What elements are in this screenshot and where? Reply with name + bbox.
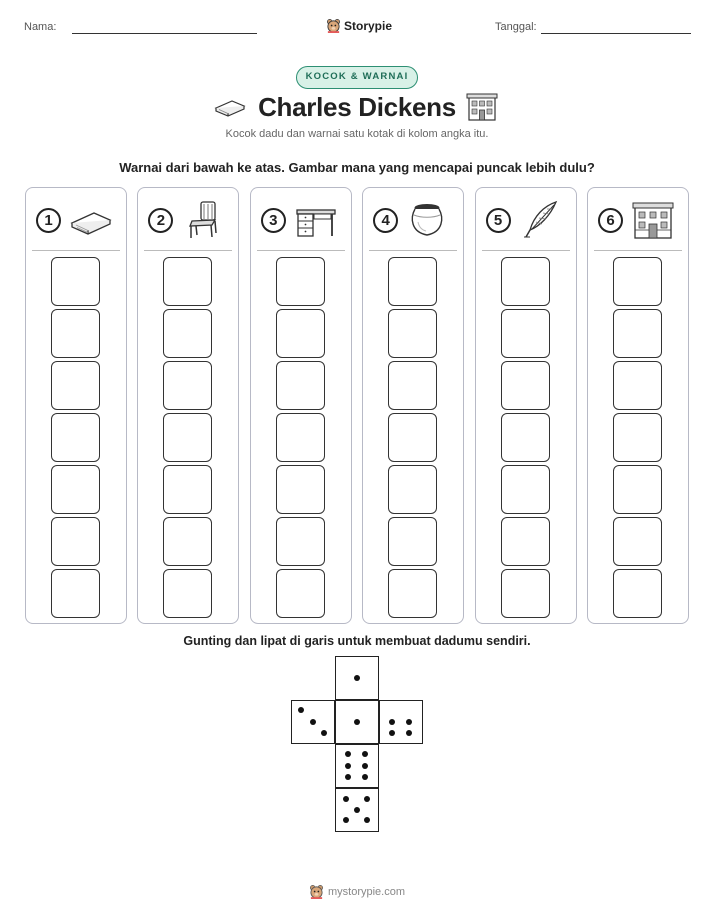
chair-icon [182,200,224,245]
color-box[interactable] [276,309,325,358]
color-box[interactable] [51,517,100,566]
footer-url: mystorypie.com [327,885,406,898]
column-divider [369,250,457,251]
inkpot-icon [407,200,449,245]
color-box[interactable] [276,361,325,410]
dice-face-lower[interactable] [335,744,379,788]
color-box[interactable] [613,361,662,410]
dice-face-left[interactable] [291,700,335,744]
dice-pip [321,730,327,736]
name-label: Nama: [24,21,57,33]
color-box[interactable] [163,517,212,566]
color-box[interactable] [501,465,550,514]
color-box[interactable] [163,361,212,410]
color-box[interactable] [613,569,662,618]
color-box[interactable] [501,413,550,462]
color-box[interactable] [613,465,662,514]
color-box[interactable] [276,413,325,462]
dice-pip [389,719,395,725]
dice-pip [362,763,368,769]
color-box[interactable] [613,309,662,358]
column-header [363,188,463,252]
color-box[interactable] [613,517,662,566]
color-box[interactable] [388,257,437,306]
activity-badge: KOCOK & WARNAI [296,66,418,89]
bear-icon [326,18,341,33]
dice-pip [362,751,368,757]
dice-pip [345,751,351,757]
building-icon [466,92,498,127]
column-divider [594,250,682,251]
color-box[interactable] [163,309,212,358]
column-divider [482,250,570,251]
footer [0,884,714,899]
column-3 [250,187,352,624]
cut-instruction: Gunting dan lipat di garis untuk membuat dadumu sendiri. [183,634,531,648]
color-box[interactable] [501,517,550,566]
color-box[interactable] [51,569,100,618]
dice-pip [345,774,351,780]
column-number: 2 [148,208,173,233]
dice-pip [406,719,412,725]
color-box[interactable] [501,257,550,306]
dice-pip [343,817,349,823]
color-box[interactable] [388,465,437,514]
dice-face-center[interactable] [335,700,379,744]
color-box[interactable] [613,257,662,306]
title-row [0,92,714,126]
column-number: 4 [373,208,398,233]
color-box[interactable] [501,361,550,410]
color-box[interactable] [388,517,437,566]
dice-pip [354,675,360,681]
color-box[interactable] [163,569,212,618]
color-box[interactable] [51,309,100,358]
dice-pip [354,807,360,813]
color-box[interactable] [276,465,325,514]
bear-icon [309,884,324,899]
page-title: Charles Dickens [258,92,456,122]
column-divider [144,250,232,251]
dice-face-bottom[interactable] [335,788,379,832]
date-label: Tanggal: [495,21,537,33]
dice-pip [345,763,351,769]
column-header [476,188,576,252]
date-line[interactable] [541,33,691,34]
color-box[interactable] [51,257,100,306]
dice-pip [389,730,395,736]
dice-pip [364,796,370,802]
color-box[interactable] [163,257,212,306]
color-box[interactable] [388,569,437,618]
column-number: 6 [598,208,623,233]
color-box[interactable] [388,309,437,358]
column-header [588,188,688,252]
dice-pip [364,817,370,823]
desk-icon [295,200,337,245]
column-header [251,188,351,252]
header-row [24,18,692,40]
color-box[interactable] [388,361,437,410]
column-2 [137,187,239,624]
color-box[interactable] [276,517,325,566]
color-box[interactable] [163,465,212,514]
dice-pip [406,730,412,736]
color-box[interactable] [51,413,100,462]
color-box[interactable] [163,413,212,462]
quill-icon [520,200,562,245]
dice-pip [343,796,349,802]
name-line[interactable] [72,33,257,34]
subtitle: Kocok dadu dan warnai satu kotak di kolom angka itu. [225,128,489,140]
dice-pip [298,707,304,713]
column-number: 1 [36,208,61,233]
column-header [26,188,126,252]
color-box[interactable] [276,257,325,306]
column-number: 3 [261,208,286,233]
color-box[interactable] [613,413,662,462]
dice-pip [310,719,316,725]
column-number: 5 [486,208,511,233]
column-header [138,188,238,252]
column-divider [32,250,120,251]
dice-face-top[interactable] [335,656,379,700]
dice-face-right[interactable] [379,700,423,744]
book-icon [70,200,112,245]
building-icon [632,200,674,245]
column-5 [475,187,577,624]
dice-pip [354,719,360,725]
color-box[interactable] [51,361,100,410]
instruction-text: Warnai dari bawah ke atas. Gambar mana yang mencapai puncak lebih dulu? [119,160,595,175]
column-divider [257,250,345,251]
column-4 [362,187,464,624]
column-6 [587,187,689,624]
color-box[interactable] [388,413,437,462]
color-box[interactable] [501,569,550,618]
dice-columns [25,187,689,624]
column-1 [25,187,127,624]
color-box[interactable] [501,309,550,358]
brand-name: Storypie [344,18,393,33]
brand-logo [326,18,392,33]
color-box[interactable] [51,465,100,514]
dice-pip [362,774,368,780]
color-box[interactable] [276,569,325,618]
